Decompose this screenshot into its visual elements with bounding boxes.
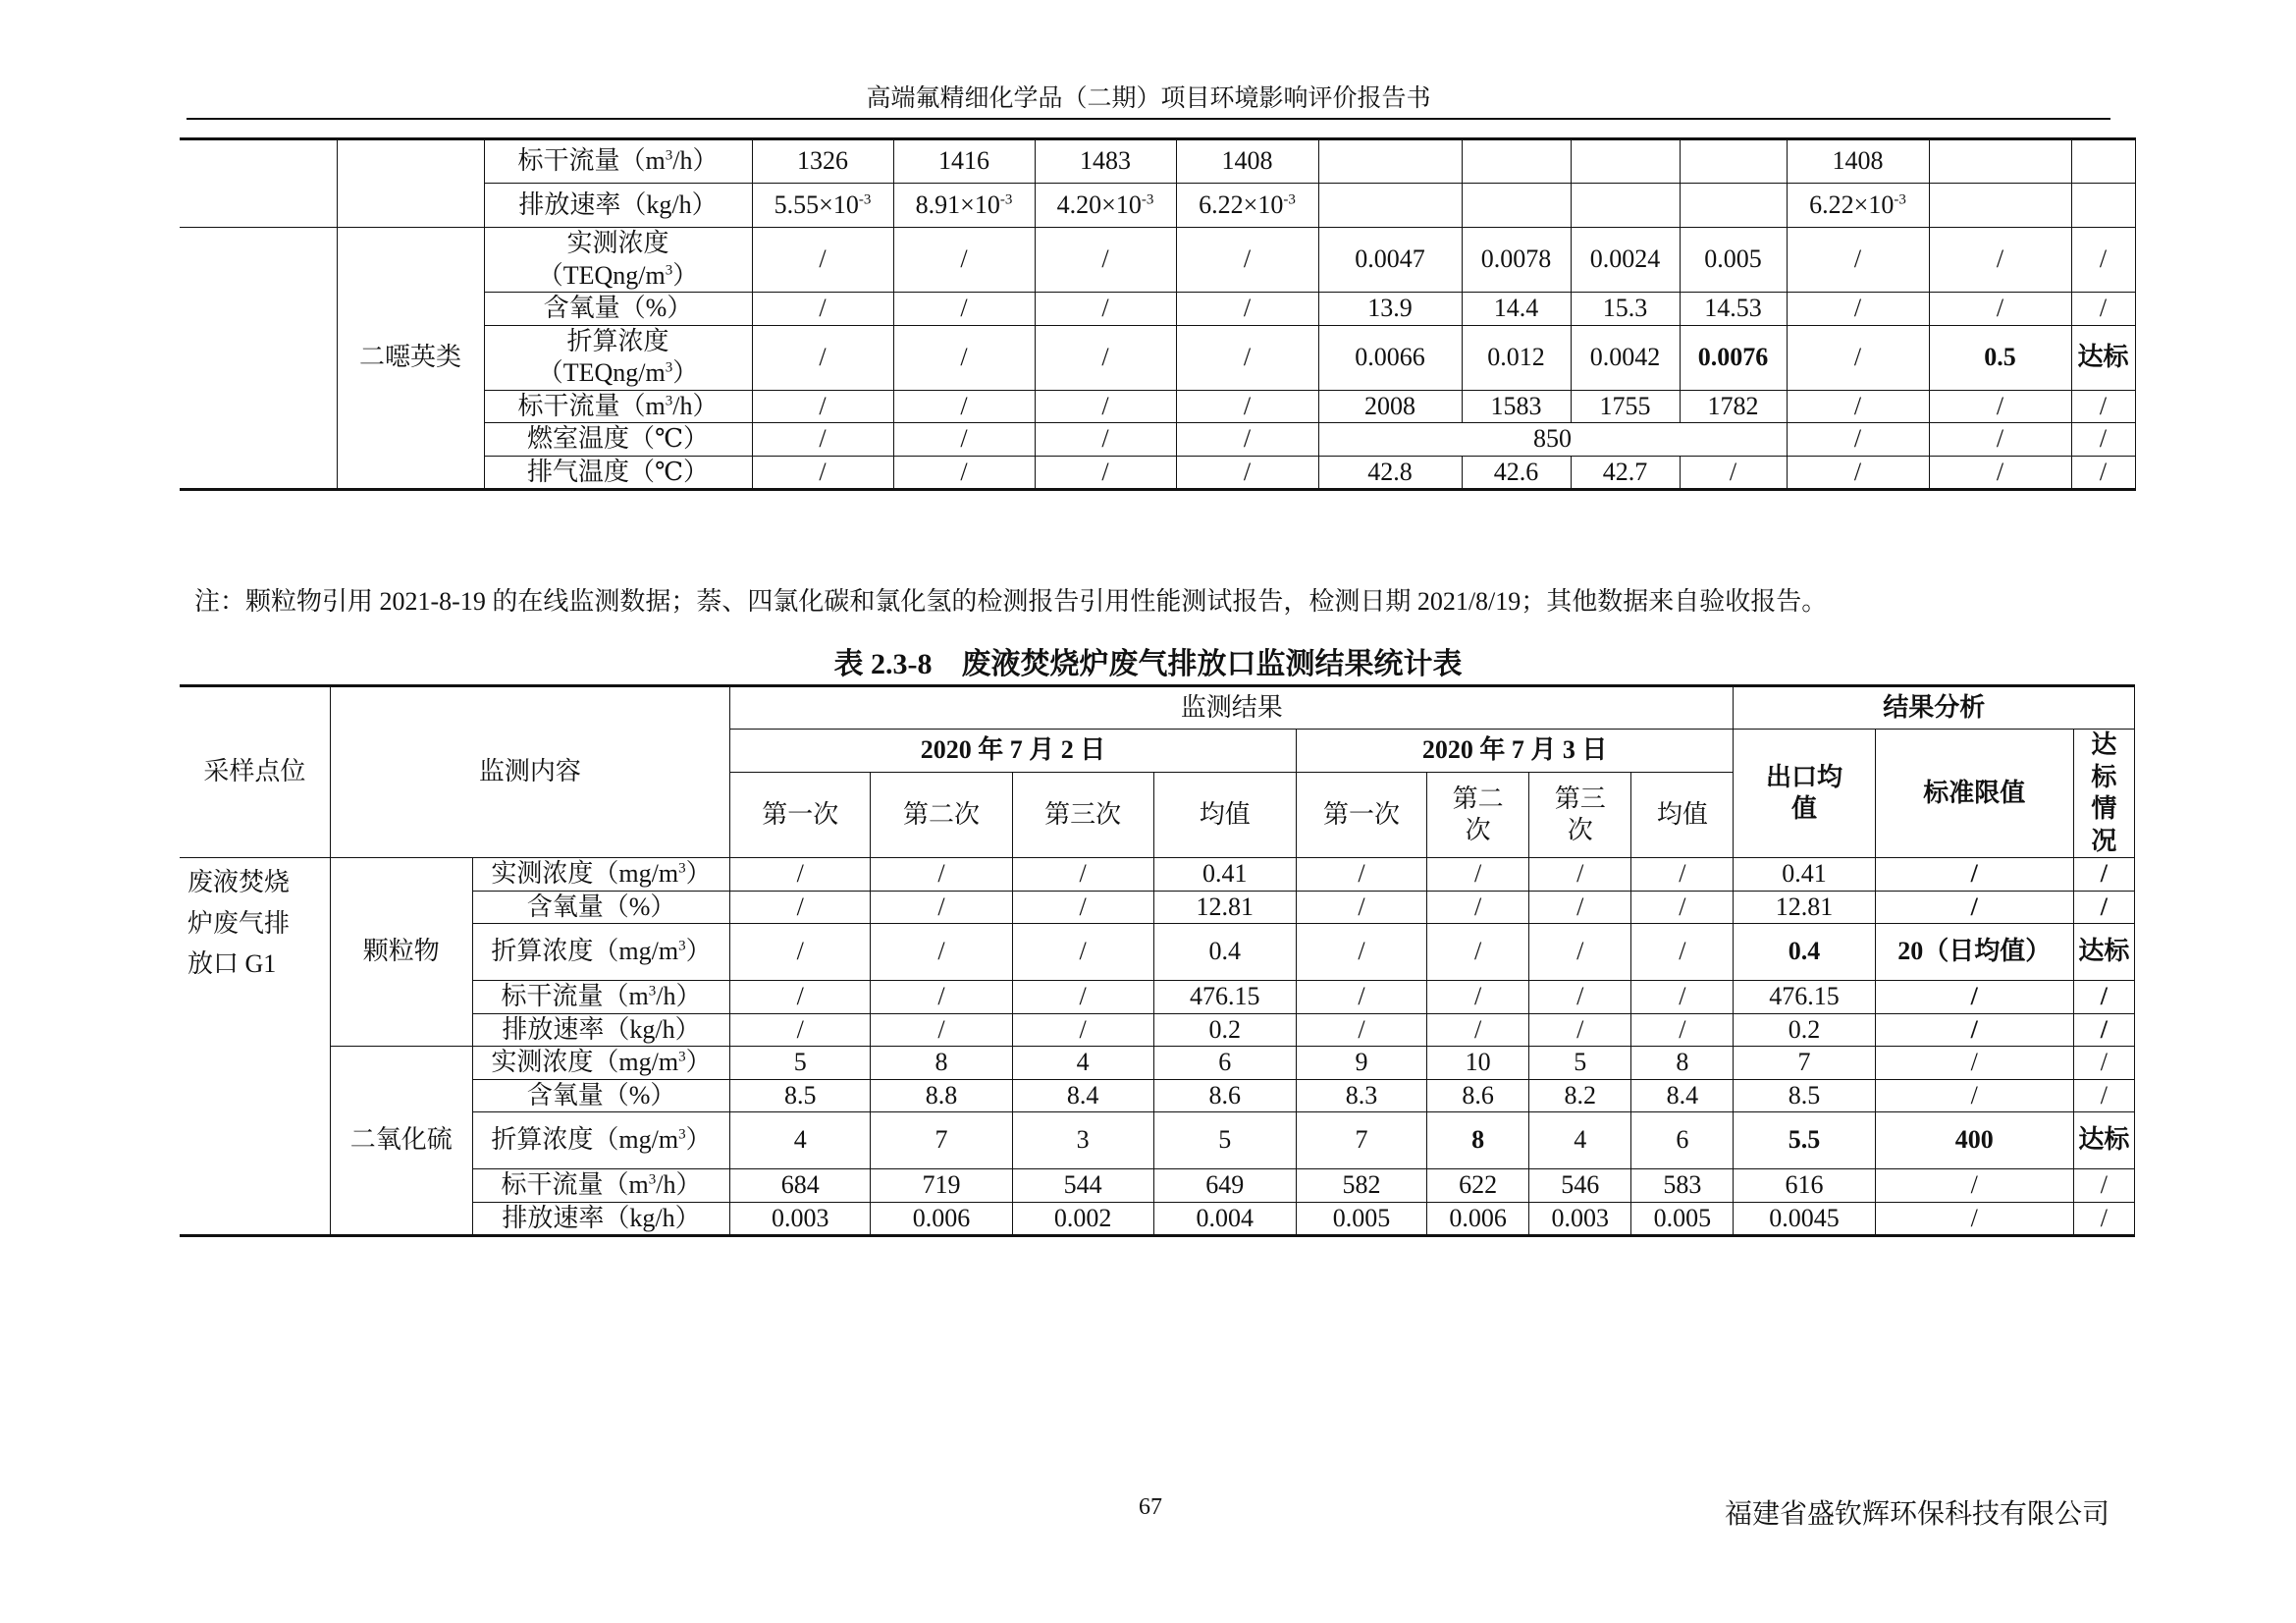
value-cell: 5 — [1529, 1047, 1631, 1080]
value-cell: / — [1012, 1013, 1153, 1047]
value-cell: 8.4 — [1631, 1079, 1734, 1112]
value-cell: / — [730, 891, 871, 924]
group-cell: 二氧化硫 — [330, 1047, 472, 1236]
row-label: 排气温度（℃） — [484, 456, 752, 490]
value-cell: 546 — [1529, 1169, 1631, 1203]
value-cell: 0.41 — [1734, 858, 1875, 892]
value-cell: 0.0066 — [1318, 325, 1462, 390]
value-cell: / — [1875, 1169, 2073, 1203]
value-cell: / — [1529, 981, 1631, 1014]
value-cell: / — [1929, 390, 2071, 423]
value-cell: 1326 — [752, 139, 893, 184]
value-cell: / — [1787, 325, 1929, 390]
value-cell — [1571, 184, 1680, 228]
value-cell: / — [1035, 423, 1176, 457]
value-cell: / — [1035, 456, 1176, 490]
value-cell: 12.81 — [1153, 891, 1296, 924]
value-cell — [1929, 184, 2071, 228]
value-cell: 0.005 — [1296, 1202, 1426, 1236]
value-cell: 42.6 — [1462, 456, 1571, 490]
value-cell: 616 — [1734, 1169, 1875, 1203]
value-cell: 0.0076 — [1680, 325, 1787, 390]
header-rule — [187, 118, 2110, 120]
value-cell — [2071, 139, 2135, 184]
row-label: 标干流量$(m^3/h)$ — [484, 390, 752, 423]
value-cell: / — [1929, 456, 2071, 490]
value-cell: / — [1875, 1013, 2073, 1047]
h-content: 监测内容 — [330, 686, 730, 858]
value-cell: / — [871, 924, 1012, 981]
value-cell: / — [1427, 891, 1529, 924]
value-cell — [1318, 139, 1462, 184]
value-cell: 8.8 — [871, 1079, 1012, 1112]
h-d1-c1: 第一次 — [730, 773, 871, 858]
value-cell: 7 — [871, 1112, 1012, 1169]
value-cell: / — [2073, 1202, 2134, 1236]
value-cell: / — [1787, 228, 1929, 293]
row-label: 实测浓度$(mg/m^3)$ — [472, 858, 729, 892]
value-cell: / — [1176, 390, 1318, 423]
table-row — [180, 1047, 2135, 1080]
h-day2: 2020 年 7 月 3 日 — [1296, 730, 1734, 773]
value-cell: 8.6 — [1153, 1079, 1296, 1112]
row-label: 实测浓度 $(TEQng/m^3)$ — [484, 228, 752, 293]
table-row — [180, 924, 2135, 981]
row-label: 标干流量$(m^3/h)$ — [472, 981, 729, 1014]
value-cell: / — [2071, 293, 2135, 326]
value-cell: 476.15 — [1734, 981, 1875, 1014]
group-cell: 颗粒物 — [330, 858, 472, 1047]
value-cell: / — [1035, 228, 1176, 293]
value-cell: / — [1176, 293, 1318, 326]
value-cell: 719 — [871, 1169, 1012, 1203]
value-cell: / — [1012, 891, 1153, 924]
value-cell: / — [1631, 924, 1734, 981]
table-note: 注：颗粒物引用 2021-8-19 的在线监测数据；萘、四氯化碳和氯化氢的检测报告引用性能测试报告，检测日期 2021/8/19；其他数据来自验收报告。 — [194, 587, 1828, 616]
value-cell: 8 — [871, 1047, 1012, 1080]
value-cell: 544 — [1012, 1169, 1153, 1203]
value-cell: / — [1427, 1013, 1529, 1047]
value-cell: 8 — [1427, 1112, 1529, 1169]
value-cell: / — [1875, 1047, 2073, 1080]
value-cell: / — [1875, 891, 2073, 924]
group-dioxin: 二噁英类 — [337, 228, 484, 490]
value-cell: / — [1787, 456, 1929, 490]
value-cell: / — [1035, 390, 1176, 423]
value-cell: 0.002 — [1012, 1202, 1153, 1236]
value-cell: 1483 — [1035, 139, 1176, 184]
row-label: 排放速率（kg/h） — [472, 1013, 729, 1047]
value-cell: 1408 — [1787, 139, 1929, 184]
value-cell: 7 — [1296, 1112, 1426, 1169]
value-cell: 0.012 — [1462, 325, 1571, 390]
h-d2-c2: 第二 次 — [1427, 773, 1529, 858]
value-cell: / — [752, 456, 893, 490]
value-cell: 0.0045 — [1734, 1202, 1875, 1236]
h-d2-avg: 均值 — [1631, 773, 1734, 858]
value-cell: 达标 — [2073, 924, 2134, 981]
value-cell: $8.91\times 10^{-3}$ — [893, 184, 1035, 228]
value-cell: / — [1529, 891, 1631, 924]
value-cell — [1680, 139, 1787, 184]
value-cell: / — [752, 390, 893, 423]
row-label: 标干流量$(m^3/h)$ — [472, 1169, 729, 1203]
value-cell: / — [2073, 858, 2134, 892]
value-cell: $5.55\times 10^{-3}$ — [752, 184, 893, 228]
value-cell: / — [752, 228, 893, 293]
value-cell — [1462, 184, 1571, 228]
h-d2-c1: 第一次 — [1296, 773, 1426, 858]
value-cell: 0.003 — [730, 1202, 871, 1236]
value-cell: 0.003 — [1529, 1202, 1631, 1236]
value-cell: 0.006 — [1427, 1202, 1529, 1236]
value-cell: 9 — [1296, 1047, 1426, 1080]
value-cell: 582 — [1296, 1169, 1426, 1203]
table-incinerator — [180, 684, 2135, 1237]
row-label: 含氧量（%） — [472, 1079, 729, 1112]
value-cell: / — [1012, 858, 1153, 892]
value-cell: 1408 — [1176, 139, 1318, 184]
value-cell: / — [1012, 981, 1153, 1014]
value-cell: 0.0078 — [1462, 228, 1571, 293]
h-status: 达 标 情 况 — [2073, 730, 2134, 858]
value-cell: / — [893, 390, 1035, 423]
value-cell: 7 — [1734, 1047, 1875, 1080]
h-d1-c2: 第二次 — [871, 773, 1012, 858]
value-cell: / — [1427, 924, 1529, 981]
value-cell: / — [1035, 293, 1176, 326]
value-cell: / — [871, 1013, 1012, 1047]
value-cell: / — [1176, 228, 1318, 293]
value-cell — [2071, 184, 2135, 228]
footer-company: 福建省盛钦辉环保科技有限公司 — [1724, 1499, 2109, 1530]
row-label: 燃室温度（℃） — [484, 423, 752, 457]
value-cell: 8.3 — [1296, 1079, 1426, 1112]
h-outlet-avg: 出口均 值 — [1734, 730, 1875, 858]
value-cell: 0.006 — [871, 1202, 1012, 1236]
t1-flow-label: 标干流量$(m^3/h)$ — [484, 139, 752, 184]
value-cell: / — [1929, 293, 2071, 326]
value-cell: / — [1176, 325, 1318, 390]
value-cell: 14.53 — [1680, 293, 1787, 326]
value-cell — [1571, 139, 1680, 184]
value-cell: / — [1631, 981, 1734, 1014]
value-cell: / — [1787, 423, 1929, 457]
row-label: 含氧量（%） — [472, 891, 729, 924]
table-row — [180, 1202, 2135, 1236]
value-cell: / — [2073, 891, 2134, 924]
value-cell: 1782 — [1680, 390, 1787, 423]
value-cell: 42.8 — [1318, 456, 1462, 490]
value-cell: 0.41 — [1153, 858, 1296, 892]
value-cell: / — [1296, 981, 1426, 1014]
value-cell: / — [1929, 423, 2071, 457]
table-row — [180, 1169, 2135, 1203]
value-cell: 0.0042 — [1571, 325, 1680, 390]
value-cell: 583 — [1631, 1169, 1734, 1203]
table-row — [180, 1079, 2135, 1112]
value-cell: / — [1529, 924, 1631, 981]
value-cell: / — [1875, 1079, 2073, 1112]
value-cell: 13.9 — [1318, 293, 1462, 326]
value-cell: / — [1427, 981, 1529, 1014]
value-cell: 0.5 — [1929, 325, 2071, 390]
value-cell: 649 — [1153, 1169, 1296, 1203]
value-cell: / — [730, 924, 871, 981]
value-cell: 0.4 — [1153, 924, 1296, 981]
value-cell — [1929, 139, 2071, 184]
row-label: 折算浓度$(mg/m^3)$ — [472, 1112, 729, 1169]
value-cell: 476.15 — [1153, 981, 1296, 1014]
value-cell: 4 — [730, 1112, 871, 1169]
value-cell: / — [871, 981, 1012, 1014]
value-cell: 0.4 — [1734, 924, 1875, 981]
value-cell: 4 — [1012, 1047, 1153, 1080]
h-site: 采样点位 — [180, 686, 330, 858]
value-cell: 达标 — [2073, 1112, 2134, 1169]
value-cell: / — [1787, 293, 1929, 326]
value-cell: / — [2073, 981, 2134, 1014]
value-cell — [1680, 184, 1787, 228]
value-cell: 2008 — [1318, 390, 1462, 423]
table-row — [180, 891, 2135, 924]
table-row — [180, 1112, 2135, 1169]
value-cell: 400 — [1875, 1112, 2073, 1169]
value-cell: / — [1176, 423, 1318, 457]
value-cell: / — [871, 858, 1012, 892]
value-cell: / — [2073, 1079, 2134, 1112]
value-cell: / — [2073, 1013, 2134, 1047]
table-row — [180, 228, 2135, 293]
value-cell: 3 — [1012, 1112, 1153, 1169]
value-cell: 5.5 — [1734, 1112, 1875, 1169]
value-cell: 5 — [1153, 1112, 1296, 1169]
value-cell: / — [1631, 858, 1734, 892]
t1-rate-label: 排放速率（kg/h） — [484, 184, 752, 228]
value-cell: / — [730, 858, 871, 892]
value-cell: 1755 — [1571, 390, 1680, 423]
value-cell: 684 — [730, 1169, 871, 1203]
value-cell — [1318, 184, 1462, 228]
blank-cell — [180, 228, 337, 490]
value-cell: 20（日均值） — [1875, 924, 2073, 981]
value-cell: 5 — [730, 1047, 871, 1080]
value-cell: 0.0024 — [1571, 228, 1680, 293]
value-cell: / — [2073, 1169, 2134, 1203]
value-cell: 6 — [1153, 1047, 1296, 1080]
value-cell: 达标 — [2071, 325, 2135, 390]
h-day1: 2020 年 7 月 2 日 — [730, 730, 1297, 773]
value-cell: / — [1929, 228, 2071, 293]
value-cell: / — [1787, 390, 1929, 423]
value-cell: / — [1875, 858, 2073, 892]
row-label: 实测浓度$(mg/m^3)$ — [472, 1047, 729, 1080]
row-label: 折算浓度$(mg/m^3)$ — [472, 924, 729, 981]
h-analysis: 结果分析 — [1734, 686, 2135, 730]
value-cell: / — [1875, 981, 2073, 1014]
value-cell: / — [871, 891, 1012, 924]
value-cell: / — [1680, 456, 1787, 490]
value-cell: / — [1296, 858, 1426, 892]
table-row — [180, 858, 2135, 892]
h-results: 监测结果 — [730, 686, 1734, 730]
value-cell: 0.005 — [1631, 1202, 1734, 1236]
value-cell: / — [893, 325, 1035, 390]
value-cell: / — [1427, 858, 1529, 892]
value-cell: 8 — [1631, 1047, 1734, 1080]
value-cell: / — [1296, 1013, 1426, 1047]
value-cell: 0.0047 — [1318, 228, 1462, 293]
value-cell: / — [1296, 924, 1426, 981]
value-cell: 42.7 — [1571, 456, 1680, 490]
value-cell: / — [1529, 858, 1631, 892]
row-label: 折算浓度 $(TEQng/m^3)$ — [484, 325, 752, 390]
value-cell: / — [752, 325, 893, 390]
value-cell: / — [893, 228, 1035, 293]
value-cell: / — [1529, 1013, 1631, 1047]
value-cell: 0.005 — [1680, 228, 1787, 293]
value-cell: / — [1176, 456, 1318, 490]
value-cell: / — [1035, 325, 1176, 390]
value-cell: 1583 — [1462, 390, 1571, 423]
table-caption: 表 2.3-8 废液焚烧炉废气排放口监测结果统计表 — [833, 648, 1463, 680]
value-cell: / — [893, 293, 1035, 326]
value-cell: / — [752, 423, 893, 457]
value-cell: / — [893, 423, 1035, 457]
value-cell: / — [2071, 228, 2135, 293]
value-cell: 8.5 — [730, 1079, 871, 1112]
table-continued — [180, 137, 2136, 491]
value-cell: 0.2 — [1153, 1013, 1296, 1047]
value-cell: / — [2073, 1047, 2134, 1080]
value-cell: / — [1631, 891, 1734, 924]
value-cell: / — [730, 1013, 871, 1047]
h-limit: 标准限值 — [1875, 730, 2073, 858]
value-cell: 15.3 — [1571, 293, 1680, 326]
value-cell — [1462, 139, 1571, 184]
value-cell: 6 — [1631, 1112, 1734, 1169]
value-cell: 10 — [1427, 1047, 1529, 1080]
value-cell: $6.22\times 10^{-3}$ — [1176, 184, 1318, 228]
value-cell: / — [1875, 1202, 2073, 1236]
h-d2-c3: 第三 次 — [1529, 773, 1631, 858]
value-cell: / — [1296, 891, 1426, 924]
value-cell: / — [893, 456, 1035, 490]
value-cell: / — [2071, 423, 2135, 457]
value-cell: 0.004 — [1153, 1202, 1296, 1236]
value-cell: / — [1631, 1013, 1734, 1047]
value-cell: 8.4 — [1012, 1079, 1153, 1112]
value-cell: 12.81 — [1734, 891, 1875, 924]
value-cell: 0.2 — [1734, 1013, 1875, 1047]
table-row — [180, 1013, 2135, 1047]
h-d1-avg: 均值 — [1153, 773, 1296, 858]
value-cell: $6.22\times 10^{-3}$ — [1787, 184, 1929, 228]
value-cell: / — [1012, 924, 1153, 981]
page-number: 67 — [1139, 1494, 1162, 1520]
row-label: 含氧量（%） — [484, 293, 752, 326]
value-cell: 4 — [1529, 1112, 1631, 1169]
value-cell: 8.5 — [1734, 1079, 1875, 1112]
value-cell: / — [2071, 390, 2135, 423]
site-cell: 废液焚烧 炉废气排 放口 G1 — [180, 858, 330, 1236]
value-cell: 1416 — [893, 139, 1035, 184]
row-label: 排放速率（kg/h） — [472, 1202, 729, 1236]
value-cell: / — [752, 293, 893, 326]
value-cell: / — [730, 981, 871, 1014]
value-cell: 622 — [1427, 1169, 1529, 1203]
value-cell: 8.2 — [1529, 1079, 1631, 1112]
h-d1-c3: 第三次 — [1012, 773, 1153, 858]
value-cell: 14.4 — [1462, 293, 1571, 326]
running-header: 高端氟精细化学品（二期）项目环境影响评价报告书 — [866, 85, 1431, 112]
value-cell: 850 — [1318, 423, 1787, 457]
value-cell: 8.6 — [1427, 1079, 1529, 1112]
value-cell: / — [2071, 456, 2135, 490]
value-cell: $4.20\times 10^{-3}$ — [1035, 184, 1176, 228]
table-row — [180, 981, 2135, 1014]
